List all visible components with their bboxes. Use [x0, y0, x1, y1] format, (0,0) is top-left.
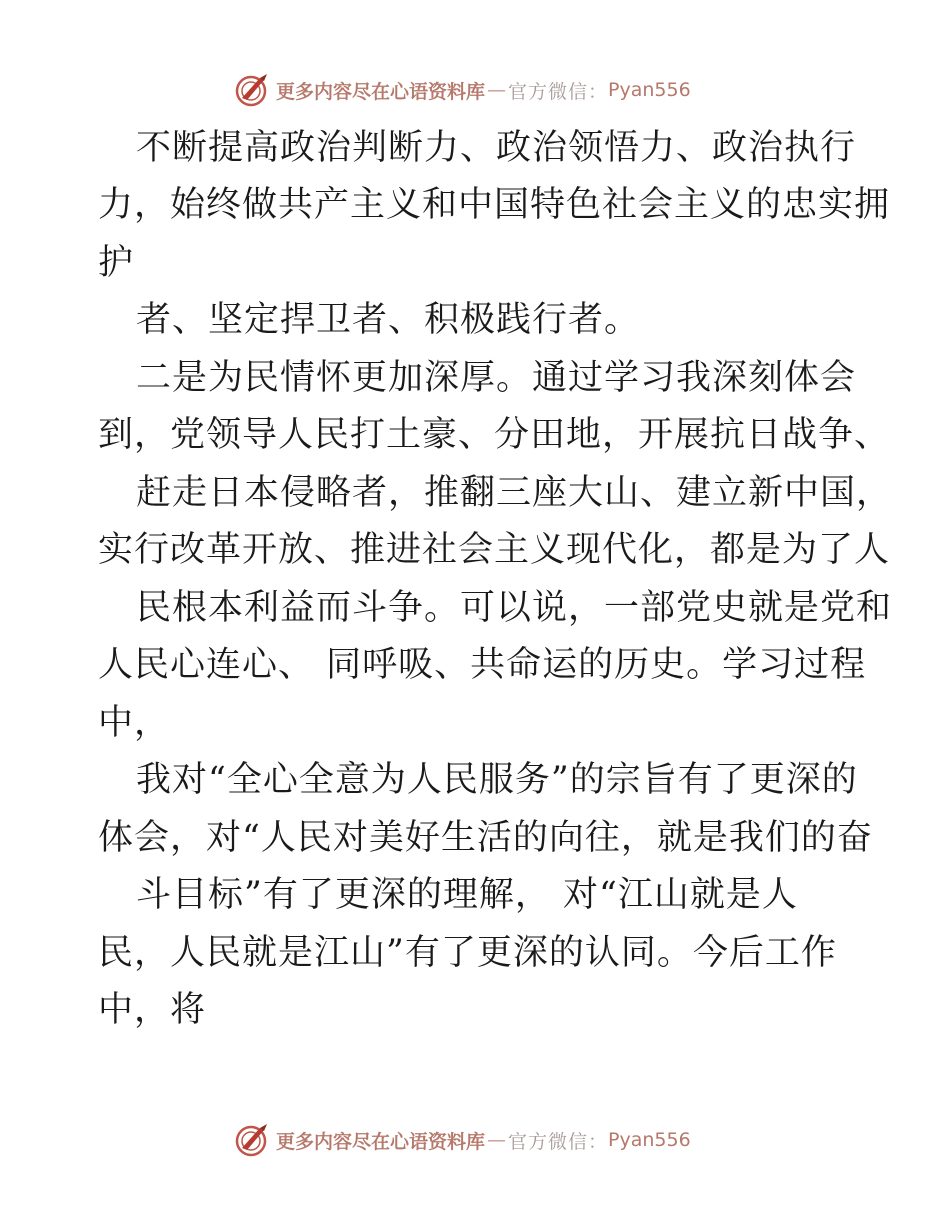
body-line-8: 实行改革开放、推进社会主义现代化，都是为了人 [98, 530, 891, 570]
body-line-2: 力，始终做共产主义和中国特色社会主义的忠实拥 [98, 185, 891, 225]
body-line-12: 我对“全心全意为人民服务”的宗旨有了更深的 [136, 760, 858, 800]
body-line-11: 中， [98, 703, 171, 743]
header-banner [234, 72, 691, 108]
body-line-14: 斗目标”有了更深的理解， 对“江山就是人 [136, 875, 798, 915]
banner-text: 更多内容尽在心语资料库 [276, 80, 486, 103]
body-line-9: 民根本利益而斗争。可以说，一部党史就是党和 [136, 588, 893, 628]
body-line-1: 不断提高政治判断力、政治领悟力、政治执行 [136, 128, 857, 168]
banner-account-label: 官方微信： [508, 1130, 609, 1153]
banner-account-label: 官方微信： [508, 80, 609, 103]
body-line-13: 体会，对“人民对美好生活的向往，就是我们的奋 [98, 818, 873, 858]
banner-text: 更多内容尽在心语资料库 [276, 1130, 486, 1153]
banner-account-id: Pyan556 [608, 79, 691, 101]
body-line-16: 中，将 [98, 990, 207, 1030]
body-line-4: 者、坚定捍卫者、积极践行者。 [136, 300, 641, 340]
red-quill-seal-icon [234, 72, 270, 108]
body-line-15: 民，人民就是江山”有了更深的认同。今后工作 [98, 933, 837, 973]
body-line-7: 赶走日本侵略者，推翻三座大山、建立新中国， [136, 473, 893, 513]
red-quill-seal-icon [234, 1122, 270, 1158]
banner-account-id: Pyan556 [608, 1129, 691, 1151]
body-line-5: 二是为民情怀更加深厚。通过学习我深刻体会 [136, 358, 857, 398]
footer-banner [234, 1122, 691, 1158]
banner-separator: — [487, 1129, 507, 1151]
body-line-3: 护 [98, 243, 135, 283]
body-line-6: 到，党领导人民打土豪、分田地，开展抗日战争、 [98, 415, 891, 455]
body-line-10: 人民心连心、 同呼吸、共命运的历史。学习过程 [98, 645, 867, 685]
banner-separator: — [487, 79, 507, 101]
